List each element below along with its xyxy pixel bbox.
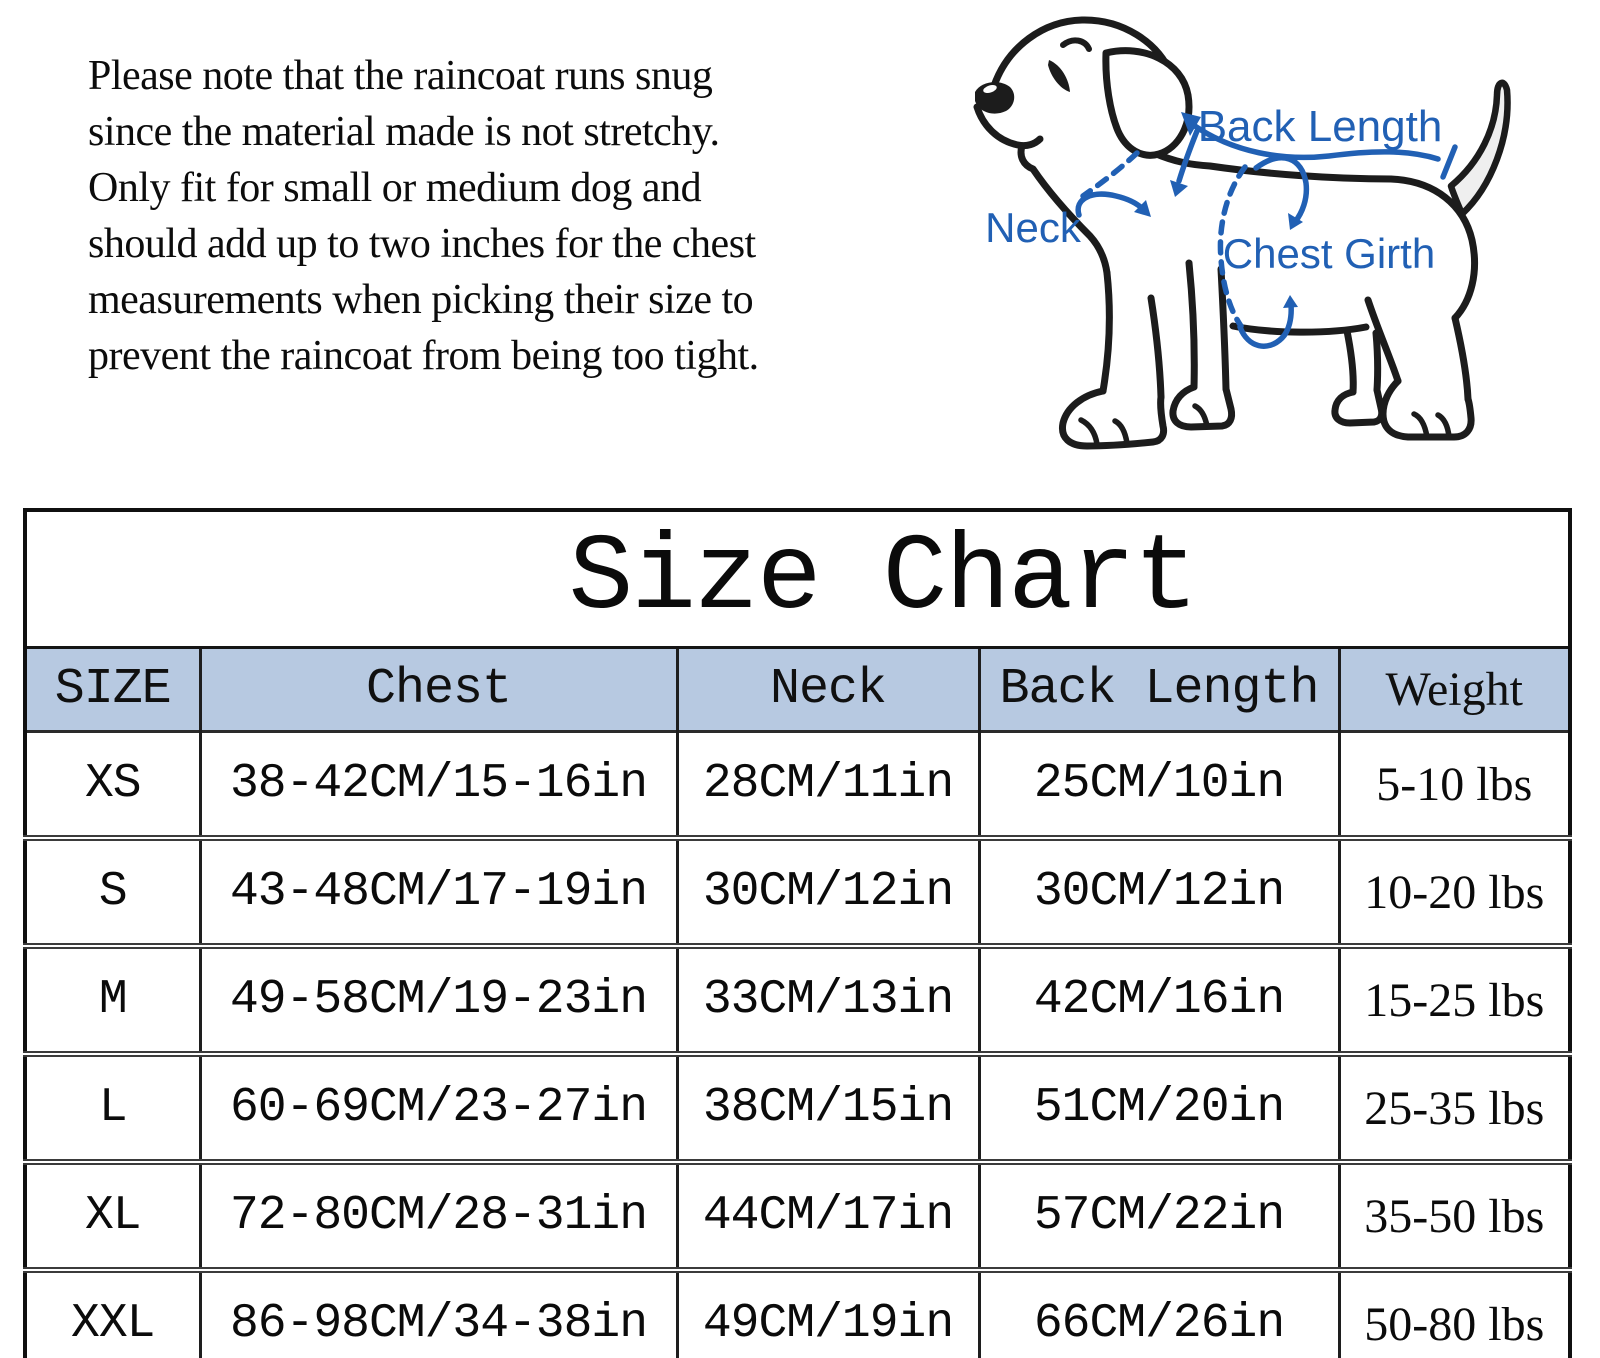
dog-measurement-diagram — [930, 0, 1600, 480]
chest-girth-label: Chest Girth — [1222, 230, 1436, 277]
back-length-label: Back Length — [1197, 102, 1443, 151]
dog-front-leg-far — [1189, 263, 1194, 387]
chest-girth-top-arrow-line — [1256, 158, 1306, 222]
cell-neck: 33CM/13in — [677, 946, 979, 1054]
title-row — [25, 510, 1570, 648]
dog-rear-leg-far-back — [1376, 333, 1378, 390]
cell-back-length: 51CM/20in — [979, 1054, 1339, 1162]
cell-size: XS — [84, 757, 141, 811]
cell-neck: 49CM/19in — [677, 1270, 979, 1358]
table-row-m — [25, 946, 1570, 1054]
cell-neck: 44CM/17in — [677, 1162, 979, 1270]
dog-rear-leg-near — [1368, 300, 1398, 381]
cell-chest: 38-42CM/15-16in — [200, 732, 677, 839]
note-line: since the material made is not stretchy. — [88, 109, 720, 155]
col-header-back-length: Back Length — [979, 648, 1339, 732]
cell-weight: 15-25 lbs — [1339, 946, 1570, 1054]
dog-tail — [1451, 83, 1508, 214]
note-line: Please note that the raincoat runs snug — [88, 53, 713, 99]
col-header-chest: Chest — [200, 648, 677, 732]
dog-toe-line — [1115, 421, 1127, 443]
dog-rear-leg-near-outer — [1455, 318, 1468, 399]
cell-size: M — [98, 973, 127, 1027]
cell-weight: 10-20 lbs — [1339, 838, 1570, 946]
dog-toe-line — [1195, 406, 1207, 426]
note-line: measurements when picking their size to — [88, 277, 754, 323]
dog-toe-line — [1081, 420, 1097, 444]
cell-weight: 50-80 lbs — [1339, 1270, 1570, 1358]
chest-bottom-arrowhead — [1283, 295, 1298, 308]
table-row-l — [25, 1054, 1570, 1162]
header-row — [25, 648, 1570, 732]
dog-ear — [1106, 51, 1189, 156]
cell-back-length: 25CM/10in — [979, 732, 1339, 839]
cell-chest: 60-69CM/23-27in — [200, 1054, 677, 1162]
neck-arrow-line — [1078, 194, 1144, 215]
cell-chest: 86-98CM/34-38in — [200, 1270, 677, 1358]
dog-muzzle-line — [977, 107, 1040, 146]
cell-weight: 25-35 lbs — [1339, 1054, 1570, 1162]
cell-weight: 35-50 lbs — [1339, 1162, 1570, 1270]
cell-size: S — [98, 865, 127, 919]
size-chart-table — [23, 508, 1572, 1358]
table-row-xl — [25, 1162, 1570, 1270]
cell-back-length: 66CM/26in — [979, 1270, 1339, 1358]
cell-neck: 28CM/11in — [677, 732, 979, 839]
table-row-xs — [25, 732, 1570, 839]
table-row-s — [25, 838, 1570, 946]
cell-chest: 43-48CM/17-19in — [200, 838, 677, 946]
back-length-end-tick — [1443, 147, 1455, 177]
col-header-size: SIZE — [25, 648, 200, 732]
neck-dashed-line — [1083, 153, 1137, 196]
dog-rear-paw-far — [1335, 390, 1382, 423]
cell-size: XXL — [71, 1297, 155, 1351]
col-header-neck: Neck — [677, 648, 979, 732]
cell-back-length: 57CM/22in — [979, 1162, 1339, 1270]
dog-brow-line — [1063, 40, 1089, 49]
cell-chest: 49-58CM/19-23in — [200, 946, 677, 1054]
size-chart-title: Size Chart — [568, 518, 1197, 640]
dog-front-paw-near — [1062, 391, 1163, 446]
cell-back-length: 42CM/16in — [979, 946, 1339, 1054]
cell-weight: 5-10 lbs — [1339, 732, 1570, 839]
cell-size: XL — [84, 1189, 141, 1243]
dog-rear-leg-far — [1347, 331, 1353, 392]
sizing-note — [88, 48, 928, 384]
dog-front-paw-far — [1173, 387, 1232, 427]
neck-label: Neck — [985, 204, 1081, 251]
table-row-xxl — [25, 1270, 1570, 1358]
cell-chest: 72-80CM/28-31in — [200, 1162, 677, 1270]
cell-back-length: 30CM/12in — [979, 838, 1339, 946]
dog-eye — [1048, 60, 1070, 92]
dog-front-leg-near-back — [1151, 298, 1161, 397]
cell-neck: 38CM/15in — [677, 1054, 979, 1162]
dog-front-leg-near — [1103, 273, 1109, 391]
col-header-weight: Weight — [1339, 648, 1570, 732]
note-line: should add up to two inches for the chest — [88, 221, 756, 267]
note-line: Only fit for small or medium dog and — [88, 165, 702, 211]
note-line: prevent the raincoat from being too tight. — [88, 333, 759, 379]
cell-size: L — [98, 1081, 127, 1135]
cell-neck: 30CM/12in — [677, 838, 979, 946]
